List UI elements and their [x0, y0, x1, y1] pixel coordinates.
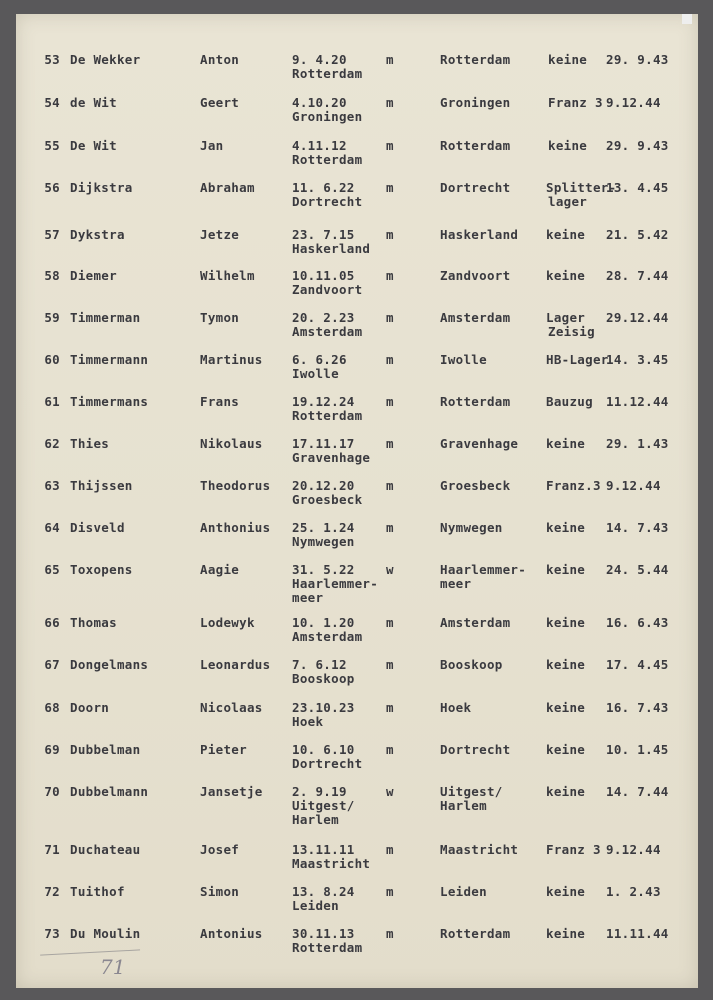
category: keine — [546, 520, 586, 535]
sex: w — [386, 784, 394, 799]
sex: m — [386, 268, 394, 283]
row-number: 70 — [44, 784, 60, 799]
surname: De Wekker — [70, 52, 141, 67]
end-date: 29.12.44 — [606, 310, 669, 325]
table-row — [0, 842, 713, 884]
birth-date: 20.12.20 — [292, 478, 355, 493]
sex: m — [386, 180, 394, 195]
category-line2: Zeisig — [548, 324, 595, 339]
residence: Rotterdam — [440, 926, 511, 941]
given-name: Nicolaas — [200, 700, 263, 715]
birthplace: Iwolle — [292, 366, 339, 381]
birth-date: 4.10.20 — [292, 95, 347, 110]
residence: Haskerland — [440, 227, 519, 242]
sex: m — [386, 615, 394, 630]
end-date: 9.12.44 — [606, 842, 661, 857]
row-number: 69 — [44, 742, 60, 757]
row-number: 65 — [44, 562, 60, 577]
birth-date: 4.11.12 — [292, 138, 347, 153]
residence: Amsterdam — [440, 310, 511, 325]
table-row — [0, 884, 713, 926]
row-number: 68 — [44, 700, 60, 715]
sex: m — [386, 138, 394, 153]
category: keine — [546, 884, 586, 899]
residence: Hoek — [440, 700, 472, 715]
birth-date: 13. 8.24 — [292, 884, 355, 899]
surname: Thijssen — [70, 478, 133, 493]
category: keine — [546, 436, 586, 451]
table-row — [0, 95, 713, 137]
corner-mark — [682, 14, 692, 24]
birth-date: 13.11.11 — [292, 842, 355, 857]
birthplace: Groningen — [292, 109, 363, 124]
row-number: 57 — [44, 227, 60, 242]
end-date: 16. 7.43 — [606, 700, 669, 715]
given-name: Jansetje — [200, 784, 263, 799]
birthplace: Zandvoort — [292, 282, 363, 297]
sex: m — [386, 352, 394, 367]
end-date: 29. 9.43 — [606, 138, 669, 153]
birthplace: Groesbeck — [292, 492, 363, 507]
category: keine — [546, 227, 586, 242]
surname: Duchateau — [70, 842, 141, 857]
surname: Dykstra — [70, 227, 125, 242]
sex: m — [386, 478, 394, 493]
sex: m — [386, 52, 394, 67]
birth-date: 10. 6.10 — [292, 742, 355, 757]
table-row — [0, 352, 713, 394]
sex: m — [386, 95, 394, 110]
residence: Zandvoort — [440, 268, 511, 283]
given-name: Pieter — [200, 742, 247, 757]
residence: Nymwegen — [440, 520, 503, 535]
surname: Disveld — [70, 520, 125, 535]
birth-date: 23. 7.15 — [292, 227, 355, 242]
category: Franz.3 — [546, 478, 601, 493]
residence: Dortrecht — [440, 180, 511, 195]
row-number: 72 — [44, 884, 60, 899]
end-date: 9.12.44 — [606, 95, 661, 110]
surname: Diemer — [70, 268, 117, 283]
category: Lager — [546, 310, 586, 325]
sex: m — [386, 842, 394, 857]
given-name: Josef — [200, 842, 240, 857]
sex: m — [386, 700, 394, 715]
category: Bauzug — [546, 394, 593, 409]
given-name: Abraham — [200, 180, 255, 195]
handwritten-mark: 71 — [100, 955, 126, 979]
surname: Dijkstra — [70, 180, 133, 195]
surname: Timmermans — [70, 394, 149, 409]
birth-date: 7. 6.12 — [292, 657, 347, 672]
birth-date: 2. 9.19 — [292, 784, 347, 799]
table-row — [0, 742, 713, 784]
end-date: 11.12.44 — [606, 394, 669, 409]
birth-date: 10.11.05 — [292, 268, 355, 283]
row-number: 59 — [44, 310, 60, 325]
residence-line2: Harlem — [440, 798, 487, 813]
given-name: Nikolaus — [200, 436, 263, 451]
table-row — [0, 478, 713, 520]
table-row — [0, 562, 713, 604]
surname: de Wit — [70, 95, 117, 110]
category: keine — [546, 926, 586, 941]
residence: Groesbeck — [440, 478, 511, 493]
given-name: Wilhelm — [200, 268, 255, 283]
category: Franz 3 — [548, 95, 603, 110]
table-row — [0, 784, 713, 826]
table-row — [0, 520, 713, 562]
given-name: Frans — [200, 394, 240, 409]
residence: Rotterdam — [440, 52, 511, 67]
birth-date: 17.11.17 — [292, 436, 355, 451]
sex: m — [386, 742, 394, 757]
residence: Rotterdam — [440, 138, 511, 153]
residence-line2: meer — [440, 576, 472, 591]
birth-date: 11. 6.22 — [292, 180, 355, 195]
row-number: 67 — [44, 657, 60, 672]
birthplace: Maastricht — [292, 856, 371, 871]
residence: Dortrecht — [440, 742, 511, 757]
given-name: Simon — [200, 884, 240, 899]
birthplace: Rotterdam — [292, 152, 363, 167]
table-row — [0, 615, 713, 657]
birthplace: Nymwegen — [292, 534, 355, 549]
surname: Toxopens — [70, 562, 133, 577]
table-row — [0, 394, 713, 436]
residence: Rotterdam — [440, 394, 511, 409]
birth-date: 30.11.13 — [292, 926, 355, 941]
row-number: 60 — [44, 352, 60, 367]
birth-date: 9. 4.20 — [292, 52, 347, 67]
table-row — [0, 52, 713, 94]
birth-date: 25. 1.24 — [292, 520, 355, 535]
residence: Uitgest/ — [440, 784, 503, 799]
end-date: 1. 2.43 — [606, 884, 661, 899]
end-date: 11.11.44 — [606, 926, 669, 941]
table-row — [0, 268, 713, 310]
residence: Maastricht — [440, 842, 519, 857]
birthplace-line2: meer — [292, 590, 324, 605]
residence: Iwolle — [440, 352, 487, 367]
birthplace: Booskoop — [292, 671, 355, 686]
given-name: Jan — [200, 138, 224, 153]
residence: Booskoop — [440, 657, 503, 672]
given-name: Anton — [200, 52, 240, 67]
end-date: 16. 6.43 — [606, 615, 669, 630]
row-number: 73 — [44, 926, 60, 941]
end-date: 14. 7.44 — [606, 784, 669, 799]
sex: m — [386, 926, 394, 941]
row-number: 54 — [44, 95, 60, 110]
given-name: Aagie — [200, 562, 240, 577]
given-name: Tymon — [200, 310, 240, 325]
row-number: 62 — [44, 436, 60, 451]
category: Franz 3 — [546, 842, 601, 857]
row-number: 64 — [44, 520, 60, 535]
end-date: 9.12.44 — [606, 478, 661, 493]
end-date: 13. 4.45 — [606, 180, 669, 195]
category: keine — [546, 562, 586, 577]
category: keine — [548, 138, 588, 153]
birthplace: Rotterdam — [292, 940, 363, 955]
table-row — [0, 138, 713, 180]
birth-date: 20. 2.23 — [292, 310, 355, 325]
birthplace: Haarlemmer- — [292, 576, 379, 591]
birthplace: Hoek — [292, 714, 324, 729]
end-date: 10. 1.45 — [606, 742, 669, 757]
surname: Doorn — [70, 700, 110, 715]
row-number: 53 — [44, 52, 60, 67]
birthplace: Rotterdam — [292, 66, 363, 81]
category-line2: lager — [548, 194, 588, 209]
sex: m — [386, 394, 394, 409]
table-row — [0, 310, 713, 352]
category: keine — [548, 52, 588, 67]
birth-date: 6. 6.26 — [292, 352, 347, 367]
table-row — [0, 227, 713, 269]
birthplace-line2: Harlem — [292, 812, 339, 827]
birthplace: Gravenhage — [292, 450, 371, 465]
residence: Leiden — [440, 884, 487, 899]
surname: Du Moulin — [70, 926, 141, 941]
row-number: 56 — [44, 180, 60, 195]
end-date: 29. 1.43 — [606, 436, 669, 451]
sex: m — [386, 227, 394, 242]
category: keine — [546, 784, 586, 799]
table-row — [0, 180, 713, 222]
row-number: 66 — [44, 615, 60, 630]
sex: w — [386, 562, 394, 577]
row-number: 55 — [44, 138, 60, 153]
surname: Timmermann — [70, 352, 149, 367]
given-name: Theodorus — [200, 478, 271, 493]
row-number: 63 — [44, 478, 60, 493]
category: Splitter- — [546, 180, 617, 195]
category: keine — [546, 657, 586, 672]
surname: Thomas — [70, 615, 117, 630]
category: keine — [546, 700, 586, 715]
given-name: Leonardus — [200, 657, 271, 672]
residence: Gravenhage — [440, 436, 519, 451]
sex: m — [386, 884, 394, 899]
end-date: 14. 3.45 — [606, 352, 669, 367]
row-number: 71 — [44, 842, 60, 857]
birth-date: 19.12.24 — [292, 394, 355, 409]
surname: Dongelmans — [70, 657, 149, 672]
table-row — [0, 436, 713, 478]
sex: m — [386, 520, 394, 535]
surname: Dubbelmann — [70, 784, 149, 799]
birthplace: Leiden — [292, 898, 339, 913]
birthplace: Haskerland — [292, 241, 371, 256]
given-name: Anthonius — [200, 520, 271, 535]
surname: Tuithof — [70, 884, 125, 899]
end-date: 28. 7.44 — [606, 268, 669, 283]
birthplace: Dortrecht — [292, 756, 363, 771]
category: keine — [546, 742, 586, 757]
table-row — [0, 700, 713, 742]
residence: Haarlemmer- — [440, 562, 527, 577]
birth-date: 23.10.23 — [292, 700, 355, 715]
birthplace: Rotterdam — [292, 408, 363, 423]
given-name: Antonius — [200, 926, 263, 941]
table-row — [0, 657, 713, 699]
row-number: 61 — [44, 394, 60, 409]
given-name: Martinus — [200, 352, 263, 367]
end-date: 29. 9.43 — [606, 52, 669, 67]
end-date: 14. 7.43 — [606, 520, 669, 535]
surname: Dubbelman — [70, 742, 141, 757]
residence: Amsterdam — [440, 615, 511, 630]
surname: De Wit — [70, 138, 117, 153]
birthplace: Amsterdam — [292, 324, 363, 339]
end-date: 24. 5.44 — [606, 562, 669, 577]
surname: Thies — [70, 436, 110, 451]
birthplace: Amsterdam — [292, 629, 363, 644]
surname: Timmerman — [70, 310, 141, 325]
sex: m — [386, 310, 394, 325]
birthplace: Uitgest/ — [292, 798, 355, 813]
category: keine — [546, 268, 586, 283]
given-name: Geert — [200, 95, 240, 110]
category: keine — [546, 615, 586, 630]
given-name: Lodewyk — [200, 615, 255, 630]
birth-date: 10. 1.20 — [292, 615, 355, 630]
row-number: 58 — [44, 268, 60, 283]
sex: m — [386, 436, 394, 451]
end-date: 17. 4.45 — [606, 657, 669, 672]
category: HB-Lager — [546, 352, 609, 367]
birth-date: 31. 5.22 — [292, 562, 355, 577]
given-name: Jetze — [200, 227, 240, 242]
end-date: 21. 5.42 — [606, 227, 669, 242]
residence: Groningen — [440, 95, 511, 110]
sex: m — [386, 657, 394, 672]
birthplace: Dortrecht — [292, 194, 363, 209]
